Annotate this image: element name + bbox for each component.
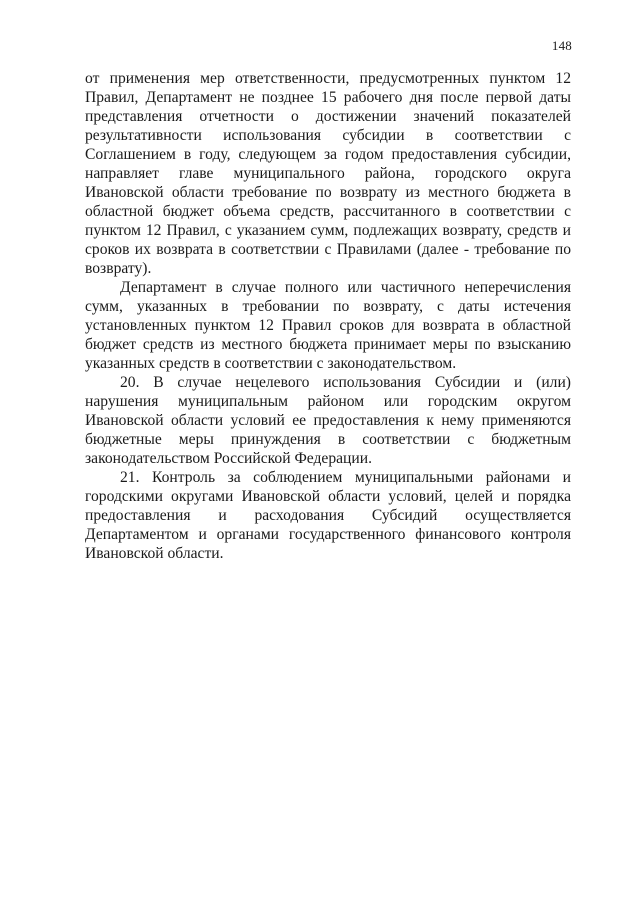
page-number: 148 <box>551 38 572 53</box>
paragraph-item-21: 21. Контроль за соблюдением муниципальными районами и городскими округами Ивановской области условий, целей и порядка предоставления и расходования Субсидий осуществляется Департаментом и органами государственного финансового контроля Ивановской области. <box>85 469 571 562</box>
paragraph-item-20: 20. В случае нецелевого использования Субсидии и (или) нарушения муниципальным районом или городским округом Ивановской области условий ее предоставления к нему применяются бюджетные меры принуждения в соответствии с бюджетным законодательством Российской Федерации. <box>85 374 571 467</box>
paragraph-department-recovery: Департамент в случае полного или частичного неперечисления сумм, указанных в требовании по возврату, с даты истечения установленных пунктом 12 Правил сроков для возврата в областной бюджет средств из местного бюджета принимает меры по взысканию указанных средств в соответствии с законодательством. <box>85 279 571 372</box>
paragraph-continuation: от применения мер ответственности, предусмотренных пунктом 12 Правил, Департамент не позднее 15 рабочего дня после первой даты представления отчетности о достижении значений показателей результативности использования субсидии в соответствии с Соглашением в году, следующем за годом предоставления субсидии, направляет главе муниципального района, городского округа Ивановской области требование по возврату из местного бюджета в областной бюджет объема средств, рассчитанного в соответствии с пунктом 12 Правил, с указанием сумм, подлежащих возврату, средств и сроков их возврата в соответствии с Правилами (далее - требование по возврату). <box>85 70 571 277</box>
document-body <box>85 69 571 563</box>
